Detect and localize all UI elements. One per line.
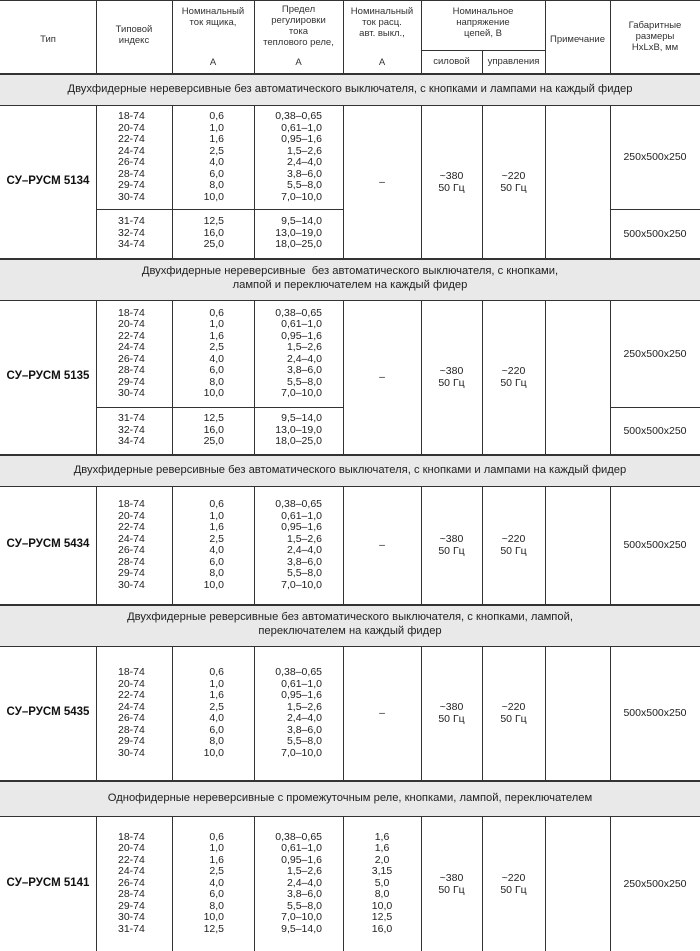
section-rule [0, 258, 700, 260]
dimensions-value: 250x500x250 [623, 347, 687, 360]
rule-line [610, 0, 611, 73]
relay-limit-list: 0,38–0,65 0,61–1,0 0,95–1,6 1,5–2,6 2,4–4,0 3,8–6,0 5,5–8,0 7,0–10,0 [275, 306, 322, 399]
voltage-control-value: ~220 50 Гц [500, 169, 527, 194]
header-relay-limit-unit: A [295, 57, 302, 68]
header-dimensions: Габаритные размеры НxLxB, мм [628, 20, 682, 53]
section-title: Однофидерные нереверсивные с промежуточным реле, кнопками, лампой, переключателем [107, 792, 593, 804]
rule-line [172, 0, 173, 73]
breaker-current-value: – [379, 539, 385, 551]
column-rule [172, 816, 173, 951]
box-current-list: 0,6 1,0 1,6 2,5 4,0 6,0 8,0 10,0 [203, 110, 224, 203]
product-type: СУ–РУСМ 5434 [6, 538, 90, 550]
voltage-power-value: ~380 50 Гц [438, 871, 465, 896]
rule-line [421, 0, 422, 73]
breaker-current-value: – [379, 371, 385, 383]
section-title: Двухфидерные нереверсивные без автоматического выключателя, с кнопками, лампой и переключателем на каждый фидер [141, 265, 559, 291]
column-rule [545, 486, 546, 604]
section-rule [0, 816, 700, 817]
header-note: Примечание [550, 34, 605, 45]
voltage-control-value: ~220 50 Гц [500, 365, 527, 389]
section-title: Двухфидерные реверсивные без автоматического выключателя, с кнопками и лампами на каждый фидер [73, 464, 627, 476]
column-rule [172, 300, 173, 454]
rule-line [96, 0, 97, 73]
product-type: СУ–РУСМ 5134 [6, 174, 90, 187]
index-list: 18-74 20-74 22-74 24-74 26-74 28-74 29-74 30-74 [118, 110, 145, 203]
group-split-rule [610, 209, 700, 210]
section-rule [0, 105, 700, 106]
voltage-power-value: ~380 50 Гц [438, 365, 465, 389]
box-current-list: 0,6 1,0 1,6 2,5 4,0 6,0 8,0 10,0 [203, 498, 224, 591]
section-rule [0, 73, 700, 75]
section-title: Двухфидерные реверсивные без автоматического выключателя, с кнопками, лампой, переключателем на каждый фидер [127, 611, 573, 637]
column-rule [254, 816, 255, 951]
column-rule [96, 105, 97, 258]
relay-limit-list: 9,5–14,0 13,0–19,0 18,0–25,0 [275, 412, 322, 448]
header-voltage-control: управления [487, 56, 540, 67]
rule-line [254, 0, 255, 73]
index-list: 31-74 32-74 34-74 [118, 215, 145, 251]
section-rule [0, 454, 700, 456]
section-rule [0, 300, 700, 301]
index-list: 31-74 32-74 34-74 [118, 412, 145, 448]
box-current-list: 0,6 1,0 1,6 2,5 4,0 6,0 8,0 10,0 [203, 666, 224, 759]
header-box-current-unit: A [209, 57, 217, 68]
section-rule [0, 604, 700, 606]
column-rule [545, 646, 546, 780]
voltage-control-value: ~220 50 Гц [500, 871, 527, 896]
column-rule [545, 816, 546, 951]
box-current-list: 12,5 16,0 25,0 [203, 215, 224, 251]
section-rule [0, 646, 700, 647]
rule-line [545, 0, 546, 73]
voltage-control-value: ~220 50 Гц [500, 533, 527, 557]
product-type: СУ–РУСМ 5135 [6, 370, 90, 382]
dimensions-value: 250x500x250 [623, 877, 687, 890]
section-rule [0, 486, 700, 487]
column-rule [96, 300, 97, 454]
column-rule [545, 300, 546, 454]
voltage-power-value: ~380 50 Гц [438, 533, 465, 557]
product-type: СУ–РУСМ 5141 [6, 876, 90, 889]
dimensions-value: 250x500x250 [623, 151, 687, 163]
index-list: 18-74 20-74 22-74 24-74 26-74 28-74 29-74 30-74 [118, 498, 145, 591]
rule-line [343, 0, 344, 73]
column-rule [96, 486, 97, 604]
breaker-current-value: – [379, 175, 385, 188]
group-split-rule [610, 407, 700, 408]
column-rule [254, 646, 255, 780]
relay-limit-list: 9,5–14,0 13,0–19,0 18,0–25,0 [275, 215, 322, 251]
column-rule [172, 486, 173, 604]
section-title: Двухфидерные нереверсивные без автоматического выключателя, с кнопками и лампами на каждый фидер [67, 83, 633, 95]
voltage-subheader-divider [482, 50, 483, 73]
section-rule [0, 780, 700, 782]
voltage-power-value: ~380 50 Гц [438, 169, 465, 194]
box-current-list: 0,6 1,0 1,6 2,5 4,0 6,0 8,0 10,0 12,5 [203, 830, 224, 935]
header-relay-limit: Предел регулировки тока теплового реле, [263, 4, 334, 48]
box-current-list: 0,6 1,0 1,6 2,5 4,0 6,0 8,0 10,0 [203, 306, 224, 399]
column-rule [96, 816, 97, 951]
voltage-control-value: ~220 50 Гц [500, 701, 527, 725]
header-type: Тип [40, 34, 56, 45]
index-list: 18-74 20-74 22-74 24-74 26-74 28-74 29-74 30-74 [118, 306, 145, 399]
dimensions-value: 500x500x250 [623, 424, 687, 437]
relay-limit-list: 0,38–0,65 0,61–1,0 0,95–1,6 1,5–2,6 2,4–4,0 3,8–6,0 5,5–8,0 7,0–10,0 [275, 498, 322, 591]
column-rule [172, 105, 173, 258]
relay-limit-list: 0,38–0,65 0,61–1,0 0,95–1,6 1,5–2,6 2,4–4,0 3,8–6,0 5,5–8,0 7,0–10,0 [275, 666, 322, 759]
dimensions-value: 500x500x250 [623, 707, 687, 719]
header-voltage: Номинальное напряжение цепей, В [452, 6, 514, 39]
group-split-rule [96, 407, 343, 408]
dimensions-value: 500x500x250 [623, 227, 687, 240]
product-type: СУ–РУСМ 5435 [6, 706, 90, 718]
voltage-subheader-rule [421, 50, 545, 51]
breaker-current-value: – [379, 707, 385, 719]
box-current-list: 12,5 16,0 25,0 [203, 412, 224, 448]
column-rule [254, 486, 255, 604]
breaker-current-list: 1,6 1,6 2,0 3,15 5,0 8,0 10,0 12,5 16,0 [371, 830, 393, 935]
column-rule [545, 105, 546, 258]
header-breaker-current-unit: A [378, 57, 386, 68]
index-list: 18-74 20-74 22-74 24-74 26-74 28-74 29-74 30-74 31-74 [118, 830, 145, 935]
column-rule [172, 646, 173, 780]
column-rule [254, 300, 255, 454]
column-rule [96, 646, 97, 780]
dimensions-value: 500x500x250 [623, 539, 687, 551]
column-rule [254, 105, 255, 258]
header-voltage-power: силовой [433, 56, 470, 67]
relay-limit-list: 0,38–0,65 0,61–1,0 0,95–1,6 1,5–2,6 2,4–4,0 3,8–6,0 5,5–8,0 7,0–10,0 [275, 110, 322, 203]
index-list: 18-74 20-74 22-74 24-74 26-74 28-74 29-74 30-74 [118, 666, 145, 759]
header-box-current: Номинальный ток ящика, [181, 6, 245, 28]
header-index: Типовой индекс [115, 24, 153, 46]
header-breaker-current: Номинальный ток расц. авт. выкл., [350, 6, 414, 39]
table-top-rule [0, 0, 700, 1]
voltage-power-value: ~380 50 Гц [438, 701, 465, 725]
relay-limit-list: 0,38–0,65 0,61–1,0 0,95–1,6 1,5–2,6 2,4–4,0 3,8–6,0 5,5–8,0 7,0–10,0 9,5–14,0 [275, 830, 322, 935]
group-split-rule [96, 209, 343, 210]
